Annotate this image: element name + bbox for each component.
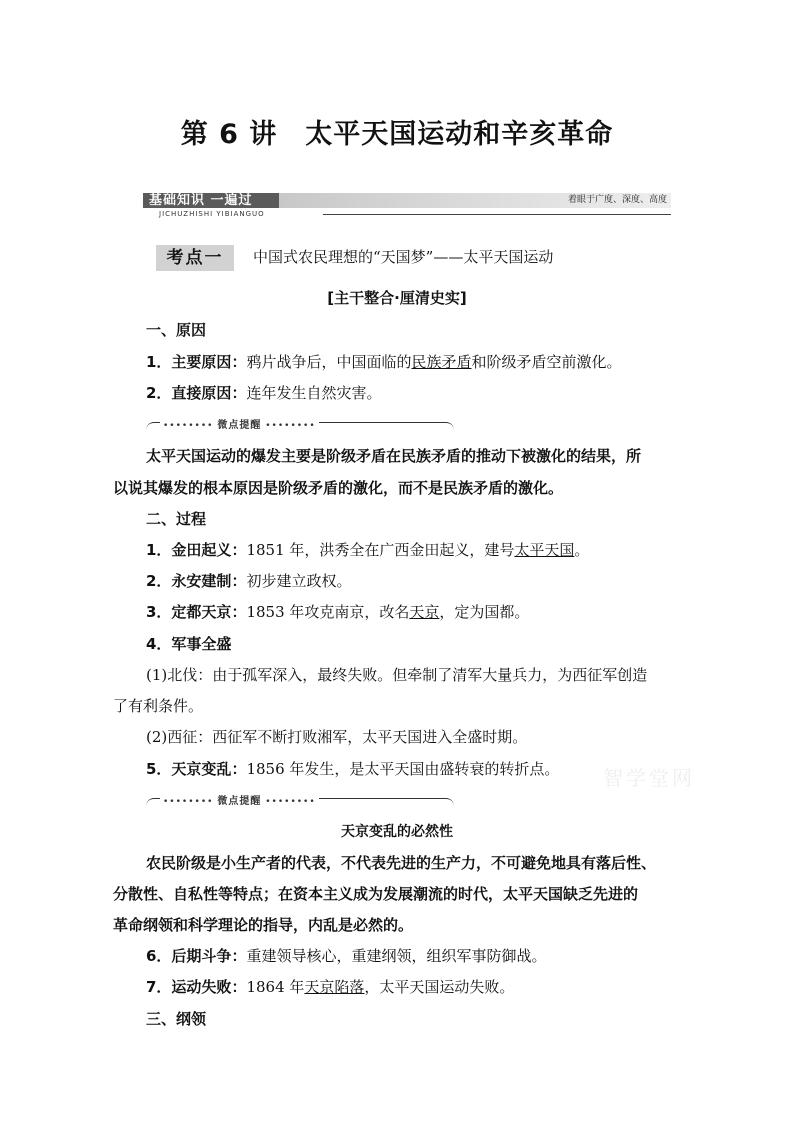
tip-divider-2: •••••••• 微点提醒 •••••••• — [146, 798, 454, 813]
process-item-3: 3．定都天京：1853 年攻克南京，改名天京，定为国都。 — [146, 603, 530, 621]
tip2-line2: 分散性、自私性等特点；在资本主义成为发展潮流的时代，太平天国缺乏先进的 — [113, 885, 639, 903]
tip-divider-1: •••••••• 微点提醒 •••••••• — [146, 422, 454, 437]
tip2-line3: 革命纲领和科学理论的指导，内乱是必然的。 — [113, 916, 414, 934]
watermark: 智学堂网 — [603, 766, 695, 790]
tip-label-1: 微点提醒 — [217, 420, 262, 431]
tip-label-2: 微点提醒 — [217, 796, 262, 807]
process-item-5: 5．天京变乱：1856 年发生，是太平天国由盛转衰的转折点。 — [146, 760, 560, 778]
banner-pinyin: JICHUZHISHI YIBIANGUO — [159, 210, 265, 218]
banner-slogan: 着眼于广度、深度、高度 — [567, 195, 667, 205]
section-heading: [主干整合·厘清史实] — [327, 289, 467, 307]
process-item-4-1b: 了有利条件。 — [113, 697, 204, 715]
cause-direct: 2．直接原因：连年发生自然灾害。 — [146, 384, 382, 402]
banner-label: 基础知识 一遍过 — [143, 193, 279, 208]
heading-process: 二、过程 — [146, 510, 207, 528]
process-item-2: 2．永安建制：初步建立政权。 — [146, 572, 352, 590]
tip1-line2: 以说其爆发的根本原因是阶级矛盾的激化，而不是民族矛盾的激化。 — [113, 479, 564, 497]
tip2-line1: 农民阶级是小生产者的代表，不代表先进的生产力，不可避免地具有落后性、 — [146, 854, 657, 872]
process-item-4: 4．军事全盛 — [146, 635, 232, 653]
tip2-title: 天京变乱的必然性 — [341, 824, 453, 840]
section-banner — [143, 193, 671, 223]
banner-divider — [323, 214, 671, 215]
kaodian-badge: 考点一 — [156, 245, 234, 271]
process-item-4-1a: (1)北伐：由于孤军深入，最终失败。但牵制了清军大量兵力，为西征军创造 — [146, 666, 648, 684]
process-item-7: 7．运动失败：1864 年天京陷落，太平天国运动失败。 — [146, 978, 515, 996]
heading-program: 三、纲领 — [146, 1010, 207, 1028]
process-item-1: 1．金田起义：1851 年，洪秀全在广西金田起义，建号太平天国。 — [146, 541, 590, 559]
lesson-title: 第 6 讲 太平天国运动和辛亥革命 — [180, 119, 614, 150]
cause-main: 1．主要原因：鸦片战争后，中国面临的民族矛盾和阶级矛盾空前激化。 — [146, 353, 622, 371]
heading-causes: 一、原因 — [146, 321, 207, 339]
process-item-6: 6．后期斗争：重建领导核心，重建纲领，组织军事防御战。 — [146, 947, 547, 965]
kaodian-title: 中国式农民理想的“天国梦”——太平天国运动 — [253, 248, 554, 266]
tip1-line1: 太平天国运动的爆发主要是阶级矛盾在民族矛盾的推动下被激化的结果，所 — [146, 447, 642, 465]
process-item-4-2: (2)西征：西征军不断打败湘军，太平天国进入全盛时期。 — [146, 728, 528, 746]
